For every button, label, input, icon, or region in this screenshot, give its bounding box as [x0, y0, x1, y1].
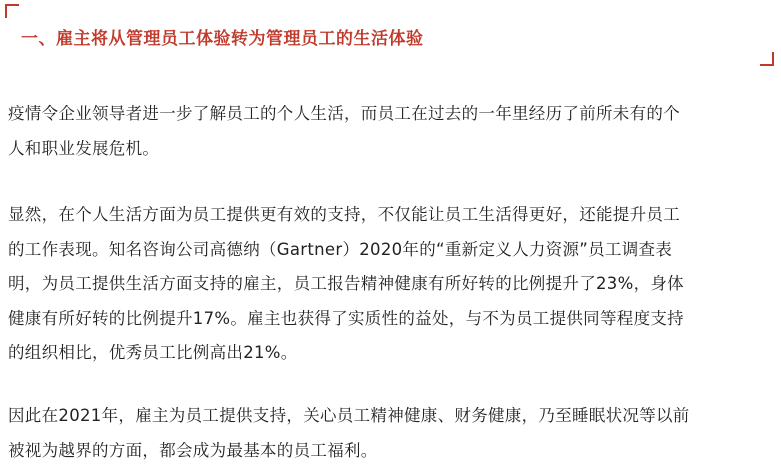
paragraph-2 [8, 198, 776, 371]
paragraph-line: 明，为员工提供生活方面支持的雇主，员工报告精神健康有所好转的比例提升了23%，身体 [8, 274, 684, 293]
paragraph-line: 人和职业发展危机。 [8, 138, 160, 158]
paragraph-1 [8, 97, 776, 166]
paragraph-line: 健康有所好转的比例提升17%。雇主也获得了实质性的益处，与不为员工提供同等程度支持 [8, 308, 684, 328]
section-heading-box [5, 4, 774, 66]
paragraph-line: 被视为越界的方面，都会成为最基本的员工福利。 [8, 440, 378, 460]
paragraph-line: 的组织相比，优秀员工比例高出21%。 [8, 343, 298, 362]
section-heading: 一、雇主将从管理员工体验转为管理员工的生活体验 [21, 29, 424, 49]
heading-corner-top-left [5, 4, 19, 18]
heading-corner-bottom-right [760, 52, 774, 66]
paragraph-line: 显然，在个人生活方面为员工提供更有效的支持，不仅能让员工生活得更好，还能提升员工 [8, 205, 680, 224]
paragraph-3 [8, 399, 776, 468]
paragraph-line: 因此在2021年，雇主为员工提供支持，关心员工精神健康、财务健康，乃至睡眠状况等以前 [8, 406, 690, 425]
paragraph-line: 的工作表现。知名咨询公司高德纳（Gartner）2020年的“重新定义人力资源”员工调查表 [8, 239, 673, 259]
paragraph-line: 疫情令企业领导者进一步了解员工的个人生活，而员工在过去的一年里经历了前所未有的个 [8, 104, 680, 123]
